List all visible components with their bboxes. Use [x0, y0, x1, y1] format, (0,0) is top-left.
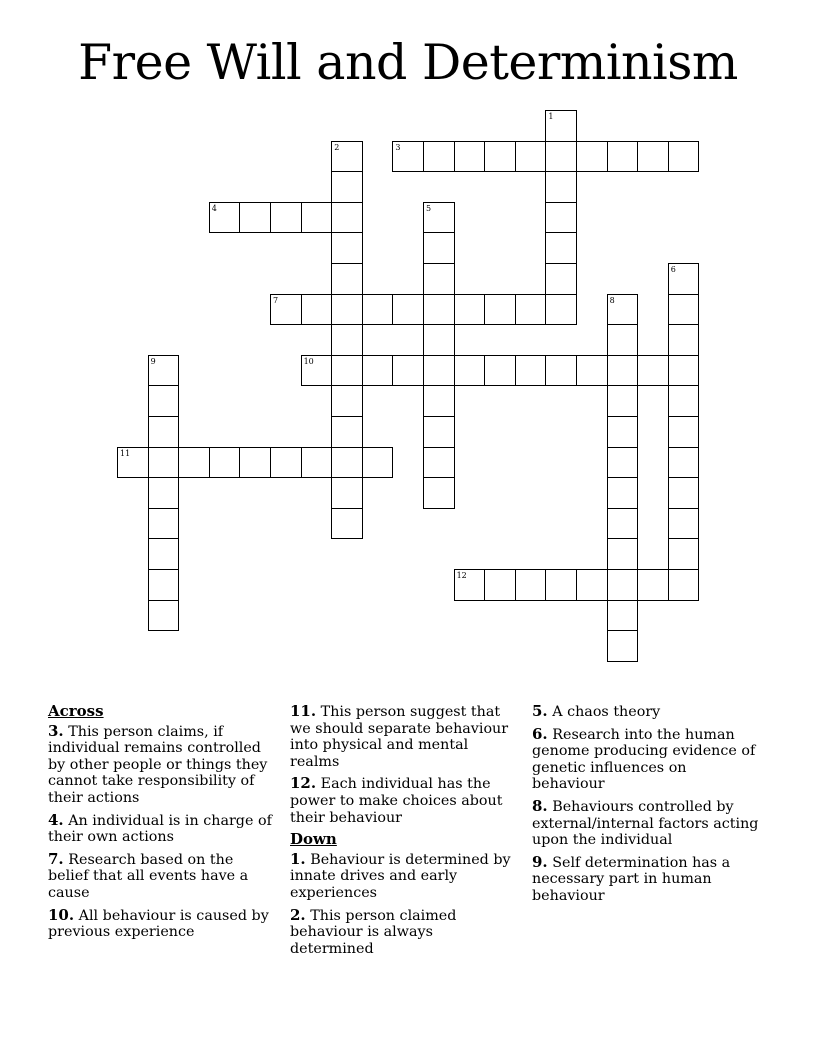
clue-text: This person claimed behaviour is always determined [290, 907, 457, 957]
cell-number: 1 [548, 112, 554, 121]
across-heading: Across [48, 702, 104, 720]
grid-cell[interactable] [423, 416, 455, 448]
grid-cell[interactable] [301, 202, 333, 234]
grid-cell[interactable] [545, 171, 577, 203]
grid-cell[interactable] [331, 355, 363, 387]
grid-cell[interactable] [270, 294, 302, 326]
grid-cell[interactable] [484, 355, 516, 387]
cell-number: 11 [120, 448, 131, 458]
grid-cell[interactable] [362, 447, 394, 479]
clue-number: 8. [532, 796, 548, 815]
clue-down-6 [532, 726, 762, 793]
grid-cell[interactable] [239, 202, 271, 234]
grid-cell[interactable] [454, 569, 486, 601]
grid-cell[interactable] [423, 202, 455, 234]
clue-number: 7. [48, 849, 64, 868]
down-heading: Down [290, 830, 337, 849]
clue-across-11 [290, 703, 520, 770]
grid-cell[interactable] [331, 202, 363, 234]
clue-number: 1. [290, 849, 306, 868]
grid-cell[interactable] [668, 447, 700, 479]
grid-cell[interactable] [423, 477, 455, 509]
grid-cell[interactable] [668, 324, 700, 356]
grid-cell[interactable] [515, 294, 547, 326]
grid-cell[interactable] [331, 416, 363, 448]
grid-cell[interactable] [668, 141, 700, 173]
puzzle-title: Free Will and Determinism [78, 34, 738, 91]
cell-number: 7 [273, 295, 279, 305]
clue-text: This person claims, if individual remains controlled by other people or things they cannot take responsibility of their actions [48, 723, 268, 806]
clue-number: 12. [290, 774, 317, 793]
grid-cell[interactable] [148, 447, 180, 479]
grid-cell[interactable] [148, 508, 180, 540]
cell-number: 8 [609, 295, 615, 305]
cell-number: 3 [395, 142, 401, 152]
grid-cell[interactable] [392, 141, 424, 173]
clue-across-3 [48, 723, 278, 807]
grid-cell[interactable] [637, 141, 669, 173]
grid-cell[interactable] [607, 538, 639, 570]
grid-cell[interactable] [668, 385, 700, 417]
grid-cell[interactable] [515, 141, 547, 173]
grid-cell[interactable] [576, 141, 608, 173]
grid-cell[interactable] [423, 324, 455, 356]
grid-cell[interactable] [607, 355, 639, 387]
clues-column-2 [290, 703, 520, 962]
grid-cell[interactable] [668, 294, 700, 326]
grid-cell[interactable] [545, 263, 577, 295]
grid-cell[interactable] [362, 294, 394, 326]
grid-cell[interactable] [545, 569, 577, 601]
grid-cell[interactable] [423, 232, 455, 264]
cell-number: 6 [670, 265, 676, 274]
clue-number: 4. [48, 810, 64, 829]
grid-cell[interactable] [576, 355, 608, 387]
grid-cell[interactable] [331, 447, 363, 479]
clue-down-2 [290, 907, 520, 958]
grid-cell[interactable] [423, 385, 455, 417]
grid-cell[interactable] [117, 447, 149, 479]
clue-across-4 [48, 812, 278, 846]
clue-text: Behaviours controlled by external/internal factors acting upon the individual [532, 798, 759, 849]
clue-number: 10. [48, 905, 75, 924]
grid-cell[interactable] [331, 324, 363, 356]
clue-down-8 [532, 798, 762, 849]
grid-cell[interactable] [607, 416, 639, 448]
grid-cell[interactable] [362, 355, 394, 387]
grid-cell[interactable] [423, 263, 455, 295]
clue-across-12 [290, 775, 520, 826]
clue-text: An individual is in charge of their own actions [48, 812, 272, 846]
grid-cell[interactable] [668, 263, 700, 295]
grid-cell[interactable] [607, 600, 639, 632]
grid-cell[interactable] [148, 477, 180, 509]
grid-cell[interactable] [668, 355, 700, 387]
grid-cell[interactable] [423, 141, 455, 173]
grid-cell[interactable] [178, 447, 210, 479]
grid-cell[interactable] [607, 294, 639, 326]
cell-number: 5 [426, 203, 432, 213]
grid-cell[interactable] [484, 569, 516, 601]
grid-cell[interactable] [484, 141, 516, 173]
clue-text: Each individual has the power to make choices about their behaviour [290, 776, 503, 826]
grid-cell[interactable] [392, 355, 424, 387]
clue-text: All behaviour is caused by previous experience [48, 907, 269, 941]
clue-number: 11. [290, 702, 317, 720]
grid-cell[interactable] [239, 447, 271, 479]
grid-cell[interactable] [331, 477, 363, 509]
grid-cell[interactable] [148, 416, 180, 448]
grid-cell[interactable] [607, 324, 639, 356]
clue-text: Self determination has a necessary part in human behaviour [532, 854, 731, 904]
clue-across-10 [48, 907, 278, 941]
grid-cell[interactable] [454, 141, 486, 173]
grid-cell[interactable] [331, 141, 363, 173]
grid-cell[interactable] [392, 294, 424, 326]
grid-cell[interactable] [545, 355, 577, 387]
grid-cell[interactable] [301, 447, 333, 479]
grid-cell[interactable] [423, 294, 455, 326]
grid-cell[interactable] [301, 294, 333, 326]
grid-cell[interactable] [454, 294, 486, 326]
grid-cell[interactable] [331, 171, 363, 203]
grid-cell[interactable] [331, 294, 363, 326]
clue-number: 3. [48, 721, 64, 740]
grid-cell[interactable] [545, 232, 577, 264]
clue-number: 9. [532, 852, 548, 871]
grid-cell[interactable] [545, 141, 577, 173]
clue-text: This person suggest that we should separate behaviour into physical and mental realms [290, 704, 509, 770]
grid-cell[interactable] [607, 447, 639, 479]
grid-cell[interactable] [668, 477, 700, 509]
grid-cell[interactable] [545, 110, 577, 142]
clue-text: Research based on the belief that all events have a cause [48, 851, 249, 901]
grid-cell[interactable] [301, 355, 333, 387]
grid-cell[interactable] [331, 385, 363, 417]
grid-cell[interactable] [607, 630, 639, 662]
grid-cell[interactable] [545, 202, 577, 234]
clue-number: 2. [290, 905, 306, 924]
grid-cell[interactable] [331, 263, 363, 295]
grid-cell[interactable] [148, 385, 180, 417]
grid-cell[interactable] [331, 508, 363, 540]
grid-cell[interactable] [209, 447, 241, 479]
clue-down-9 [532, 854, 762, 905]
clue-across-7 [48, 851, 278, 902]
clues-column-3 [532, 703, 762, 910]
grid-cell[interactable] [637, 569, 669, 601]
grid-cell[interactable] [454, 355, 486, 387]
clue-text: A chaos theory [552, 704, 661, 720]
grid-cell[interactable] [668, 416, 700, 448]
cell-number: 2 [334, 142, 340, 152]
grid-cell[interactable] [423, 447, 455, 479]
cell-number: 9 [150, 356, 156, 366]
clue-text: Research into the human genome producing evidence of genetic influences on behaviour [532, 726, 756, 793]
grid-cell[interactable] [148, 355, 180, 387]
grid-cell[interactable] [270, 447, 302, 479]
grid-cell[interactable] [607, 477, 639, 509]
cell-number: 12 [456, 571, 467, 580]
grid-cell[interactable] [515, 569, 547, 601]
grid-cell[interactable] [668, 508, 700, 540]
grid-cell[interactable] [270, 202, 302, 234]
grid-cell[interactable] [209, 202, 241, 234]
clue-number: 6. [532, 724, 548, 743]
cell-number: 10 [303, 356, 314, 366]
grid-cell[interactable] [607, 385, 639, 417]
grid-cell[interactable] [668, 569, 700, 601]
grid-cell[interactable] [607, 508, 639, 540]
grid-cell[interactable] [148, 569, 180, 601]
grid-cell[interactable] [545, 294, 577, 326]
cell-number: 4 [211, 203, 217, 213]
clue-down-5 [532, 703, 762, 721]
clue-down-1 [290, 851, 520, 902]
grid-cell[interactable] [637, 355, 669, 387]
grid-cell[interactable] [331, 232, 363, 264]
grid-cell[interactable] [148, 538, 180, 570]
grid-cell[interactable] [423, 355, 455, 387]
clue-number: 5. [532, 702, 548, 720]
clues-column-1 [48, 703, 278, 946]
grid-cell[interactable] [515, 355, 547, 387]
grid-cell[interactable] [484, 294, 516, 326]
grid-cell[interactable] [148, 600, 180, 632]
grid-cell[interactable] [607, 141, 639, 173]
grid-cell[interactable] [668, 538, 700, 570]
clue-text: Behaviour is determined by innate drives and early experiences [290, 851, 511, 901]
grid-cell[interactable] [576, 569, 608, 601]
grid-cell[interactable] [607, 569, 639, 601]
